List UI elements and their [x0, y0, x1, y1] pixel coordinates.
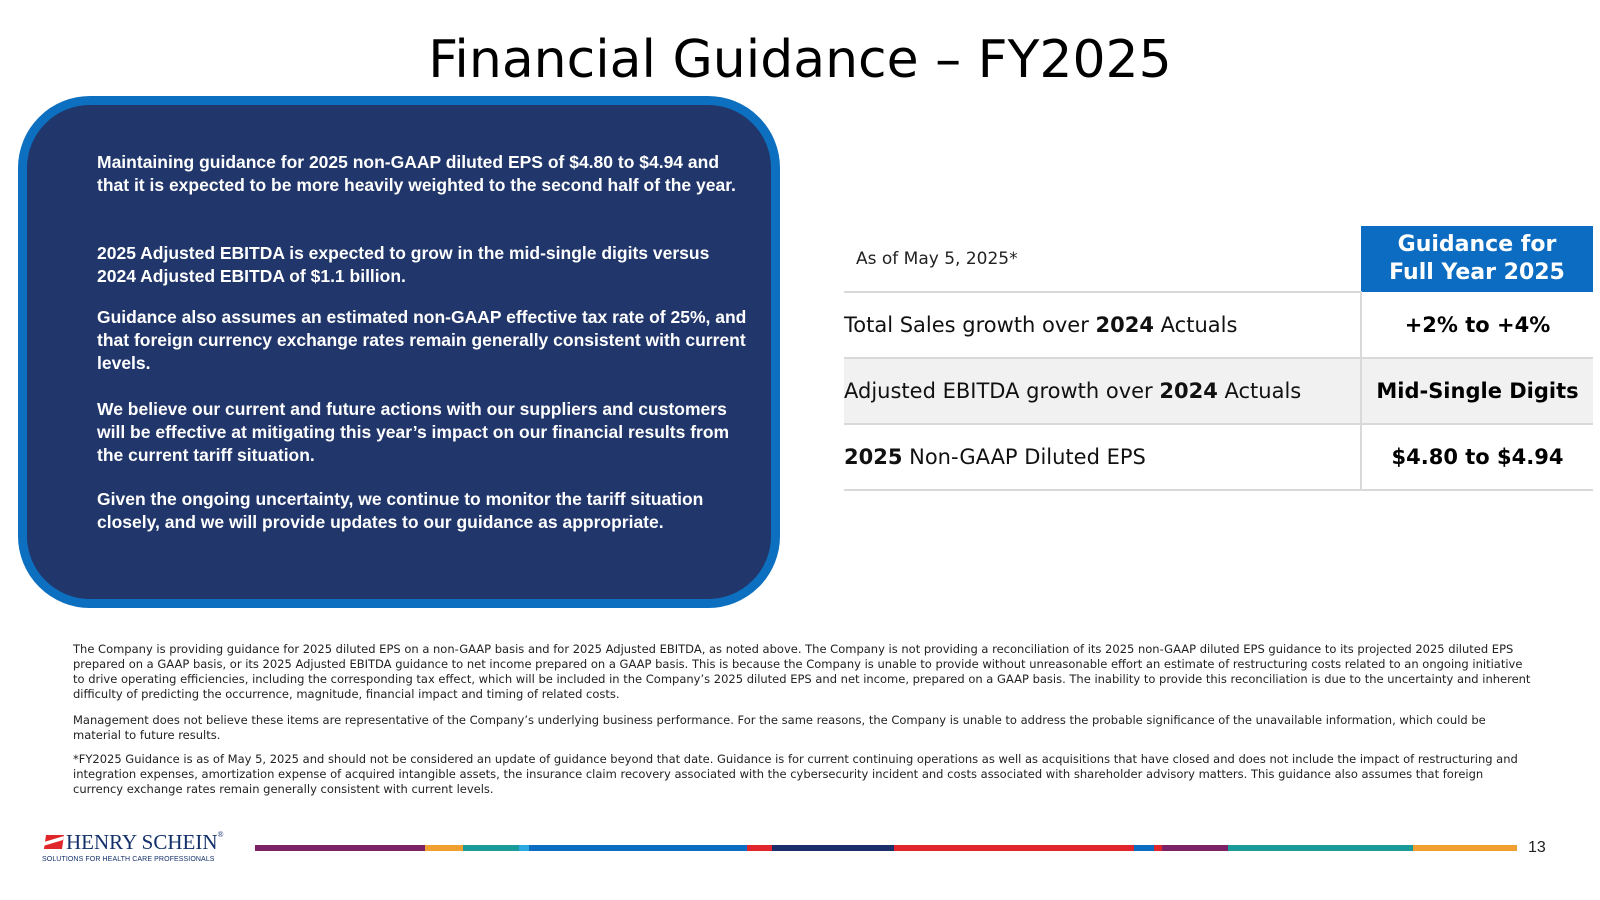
guidance-header-line2: Full Year 2025: [1389, 260, 1565, 285]
footnote-management: Management does not believe these items are representative of the Company’s underlying business performance. For the same reasons, the Company is unable to address the probable significance of the unavailable information, which could be material to future results.: [73, 713, 1486, 742]
guidance-header-line1: Guidance for: [1397, 232, 1557, 257]
color-bar-segment: [1228, 845, 1413, 851]
footnote-as-of: *FY2025 Guidance is as of May 5, 2025 and should not be considered an update of guidance beyond that date. Guidance is for current continuing operations as well as acquisitions that have closed and does not include the impact of restructuring and integration expenses, amortization expense of acquired intangible assets, the insurance claim recovery associated with the cybersecurity incident and costs associated with shareholder advisory matters. This guidance also assumes that foreign currency exchange rates remain generally consistent with current levels.: [73, 752, 1518, 796]
color-bar-segment: [463, 845, 519, 851]
row-value-diluted-eps: $4.80 to $4.94: [1361, 424, 1593, 490]
panel-paragraph-ebitda: 2025 Adjusted EBITDA is expected to grow in the mid-single digits versus 2024 Adjusted EBITDA of $1.1 billion.: [97, 243, 710, 286]
guidance-summary-panel: [18, 96, 780, 608]
page-number: 13: [1528, 839, 1546, 856]
color-bar-segment: [772, 845, 894, 851]
logo-tagline: SOLUTIONS FOR HEALTH CARE PROFESSIONALS: [42, 856, 215, 863]
color-bar-segment: [425, 845, 463, 851]
color-bar-segment: [529, 845, 747, 851]
logo-wordmark: HENRY SCHEIN®: [66, 830, 224, 854]
row-label-adjusted-ebitda: Adjusted EBITDA growth over 2024 Actuals: [844, 358, 1361, 424]
row-label-diluted-eps: 2025 Non-GAAP Diluted EPS: [844, 424, 1361, 490]
slide-title: Financial Guidance – FY2025: [428, 30, 1172, 90]
color-bar-segment: [1413, 845, 1517, 851]
panel-paragraph-tariff-actions: We believe our current and future actions with our suppliers and customers will be effective at mitigating this year’s impact on our financial results from the current tariff situation.: [97, 399, 730, 465]
footnote-non-gaap: The Company is providing guidance for 2025 diluted EPS on a non-GAAP basis and for 2025 Adjusted EBITDA, as noted above. The Company is not providing a reconciliation of its 2025 non-GAAP diluted EPS guidance to its projected 2025 diluted EPS prepared on a GAAP basis, or its 2025 Adjusted EBITDA guidance to net income prepared on a GAAP basis. This is because the Company is unable to provide without unreasonable effort an estimate of restructuring costs related to an ongoing initiative to drive operating efficiencies, including the corresponding tax effect, which will be included in the Company’s 2025 diluted EPS and net income, prepared on a GAAP basis. The inability to provide this reconciliation is due to the uncertainty and inherent difficulty of predicting the occurrence, magnitude, financial impact and timing of related costs.: [73, 642, 1531, 701]
logo-mark-icon: [42, 834, 66, 850]
panel-paragraph-uncertainty: Given the ongoing uncertainty, we continue to monitor the tariff situation closely, and we will provide updates to our guidance as appropriate.: [97, 489, 704, 532]
row-value-total-sales: +2% to +4%: [1361, 292, 1593, 358]
table-header-row: [844, 226, 1593, 292]
color-bar-segment: [1134, 845, 1154, 851]
brand-color-bar: [255, 845, 1517, 851]
row-value-adjusted-ebitda: Mid-Single Digits: [1361, 358, 1593, 424]
color-bar-segment: [747, 845, 772, 851]
guidance-column-header: [1361, 226, 1593, 292]
guidance-table: [844, 226, 1593, 491]
color-bar-segment: [1162, 845, 1228, 851]
henry-schein-logo: [42, 832, 232, 868]
color-bar-segment: [894, 845, 1134, 851]
table-row: [844, 424, 1593, 490]
panel-paragraph-tax-rate: Guidance also assumes an estimated non-GAAP effective tax rate of 25%, and that foreign currency exchange rates remain generally consistent with current levels.: [97, 307, 747, 373]
table-row: [844, 292, 1593, 358]
panel-paragraph-eps: Maintaining guidance for 2025 non-GAAP diluted EPS of $4.80 to $4.94 and that it is expected to be more heavily weighted to the second half of the year.: [97, 152, 736, 195]
color-bar-segment: [519, 845, 529, 851]
row-label-total-sales: Total Sales growth over 2024 Actuals: [844, 292, 1361, 358]
color-bar-segment: [1154, 845, 1162, 851]
color-bar-segment: [255, 845, 425, 851]
as-of-date-label: As of May 5, 2025*: [844, 226, 1361, 292]
table-row: [844, 358, 1593, 424]
